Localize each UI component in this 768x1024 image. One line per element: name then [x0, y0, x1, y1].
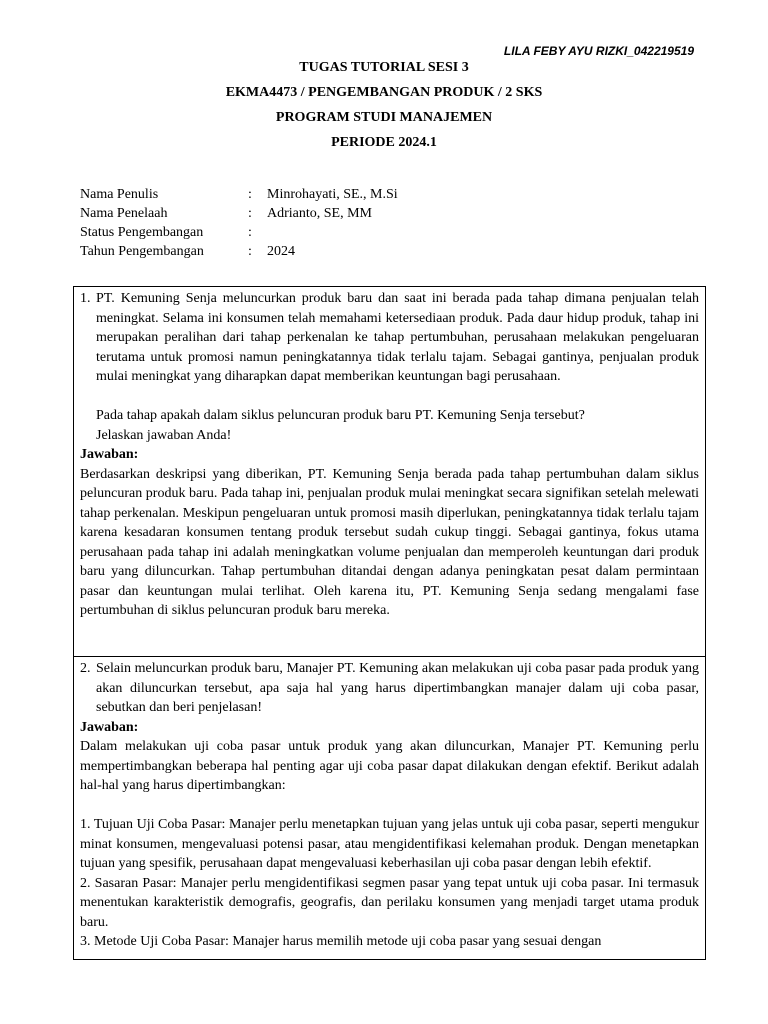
question-prompt: Jelaskan jawaban Anda!	[96, 427, 232, 443]
meta-separator: :	[248, 187, 252, 202]
meta-label: Tahun Pengembangan	[80, 244, 204, 259]
meta-row-year	[80, 243, 398, 262]
answer-intro: Dalam melakukan uji coba pasar untuk produk yang akan diluncurkan, Manajer PT. Kemuning perlu mempertimbangkan beberapa hal penting agar uji coba pasar dapat dilakukan dengan efektif. Berikut adalah hal-hal yang harus dipertimbangkan:	[80, 739, 699, 793]
meta-label: Nama Penulis	[80, 187, 159, 202]
question-2	[80, 659, 699, 718]
course-line: EKMA4473 / PENGEMBANGAN PRODUK / 2 SKS	[225, 85, 543, 100]
answer-point: 1. Tujuan Uji Coba Pasar: Manajer perlu menetapkan tujuan yang jelas untuk uji coba pasar, seperti mengukur minat konsumen, mengevaluasi potensi pasar, atau mengidentifikasi kelemahan produk. Dengan menetapkan tujuan yang spesifik, perusahaan dapat mengevaluasi keberhasilan uji coba pasar dengan lebih efektif.	[80, 817, 699, 871]
meta-label: Nama Penelaah	[80, 206, 168, 221]
meta-value: Adrianto, SE, MM	[267, 206, 372, 221]
document-titles	[0, 60, 768, 160]
question-number: 2.	[80, 661, 91, 676]
title-line: TUGAS TUTORIAL SESI 3	[299, 60, 469, 75]
meta-row-reviewer	[80, 205, 398, 224]
answer-point: 2. Sasaran Pasar: Manajer perlu mengidentifikasi segmen pasar yang tepat untuk uji coba pasar. Ini termasuk menentukan karakteristik demografis, geografis, dan perilaku konsumen yang menjadi target utama produk baru.	[80, 875, 699, 930]
question-1-cell	[74, 287, 705, 657]
meta-row-status	[80, 224, 398, 243]
answer-point: 3. Metode Uji Coba Pasar: Manajer harus memilih metode uji coba pasar yang sesuai dengan	[80, 934, 602, 949]
meta-label: Status Pengembangan	[80, 225, 204, 240]
meta-value: Minrohayati, SE., M.Si	[267, 187, 398, 202]
question-table	[73, 286, 706, 960]
author-name: LILA FEBY AYU RIZKI_042219519	[503, 44, 694, 58]
meta-value: 2024	[267, 244, 295, 259]
question-text: PT. Kemuning Senja meluncurkan produk baru dan saat ini berada pada tahap dimana penjualan telah meningkat. Selama ini konsumen telah memahami ketersediaan produk. Pada daur hidup produk, tahap ini merupakan peralihan dari tahap perkenalan ke tahap pertumbuhan, perusahaan melakukan pengeluaran terutama untuk promosi namun peningkatannya tidak terlalu tajam. Sebagai gantinya, penjualan produk mulai meningkat yang diharapkan dapat memberikan keuntungan bagi perusahaan.	[96, 291, 699, 384]
meta-row-author	[80, 186, 398, 205]
answer-text: Berdasarkan deskripsi yang diberikan, PT. Kemuning Senja berada pada tahap pertumbuhan dalam siklus peluncuran produk baru. Pada tahap ini, penjualan produk mulai meningkat secara signifikan setelah melewati tahap perkenalan. Meskipun pengeluaran untuk promosi masih diperlukan, peningkatannya tidak terlalu tajam karena kesadaran konsumen tentang produk tersebut sudah cukup tinggi. Sebagai gantinya, fokus utama perusahaan pada tahap ini adalah meningkatkan volume penjualan dan memperoleh keuntungan dari produk baru yang diluncurkan. Tahap pertumbuhan ditandai dengan adanya peningkatan pesat dalam permintaan pasar dan keuntungan mulai terlihat. Oleh karena itu, PT. Kemuning Senja sedang mengalami fase pertumbuhan di siklus peluncuran produk baru mereka.	[80, 466, 699, 618]
meta-separator: :	[248, 206, 252, 221]
question-prompt: Pada tahap apakah dalam siklus peluncuran produk baru PT. Kemuning Senja tersebut?	[96, 408, 585, 423]
question-2-cell	[74, 657, 705, 952]
meta-separator: :	[248, 225, 252, 240]
answer-label: Jawaban:	[80, 447, 139, 462]
question-number: 1.	[80, 291, 91, 306]
period-line: PERIODE 2024.1	[331, 135, 437, 150]
program-line: PROGRAM STUDI MANAJEMEN	[275, 110, 493, 125]
meta-separator: :	[248, 244, 252, 259]
question-1	[80, 289, 699, 387]
metadata-block	[80, 186, 398, 262]
answer-label: Jawaban:	[80, 719, 139, 735]
question-text: Selain meluncurkan produk baru, Manajer PT. Kemuning akan melakukan uji coba pasar pada produk yang akan diluncurkan tersebut, apa saja hal yang harus dipertimbangkan manajer dalam uji coba pasar, sebutkan dan beri penjelasan!	[96, 661, 699, 715]
